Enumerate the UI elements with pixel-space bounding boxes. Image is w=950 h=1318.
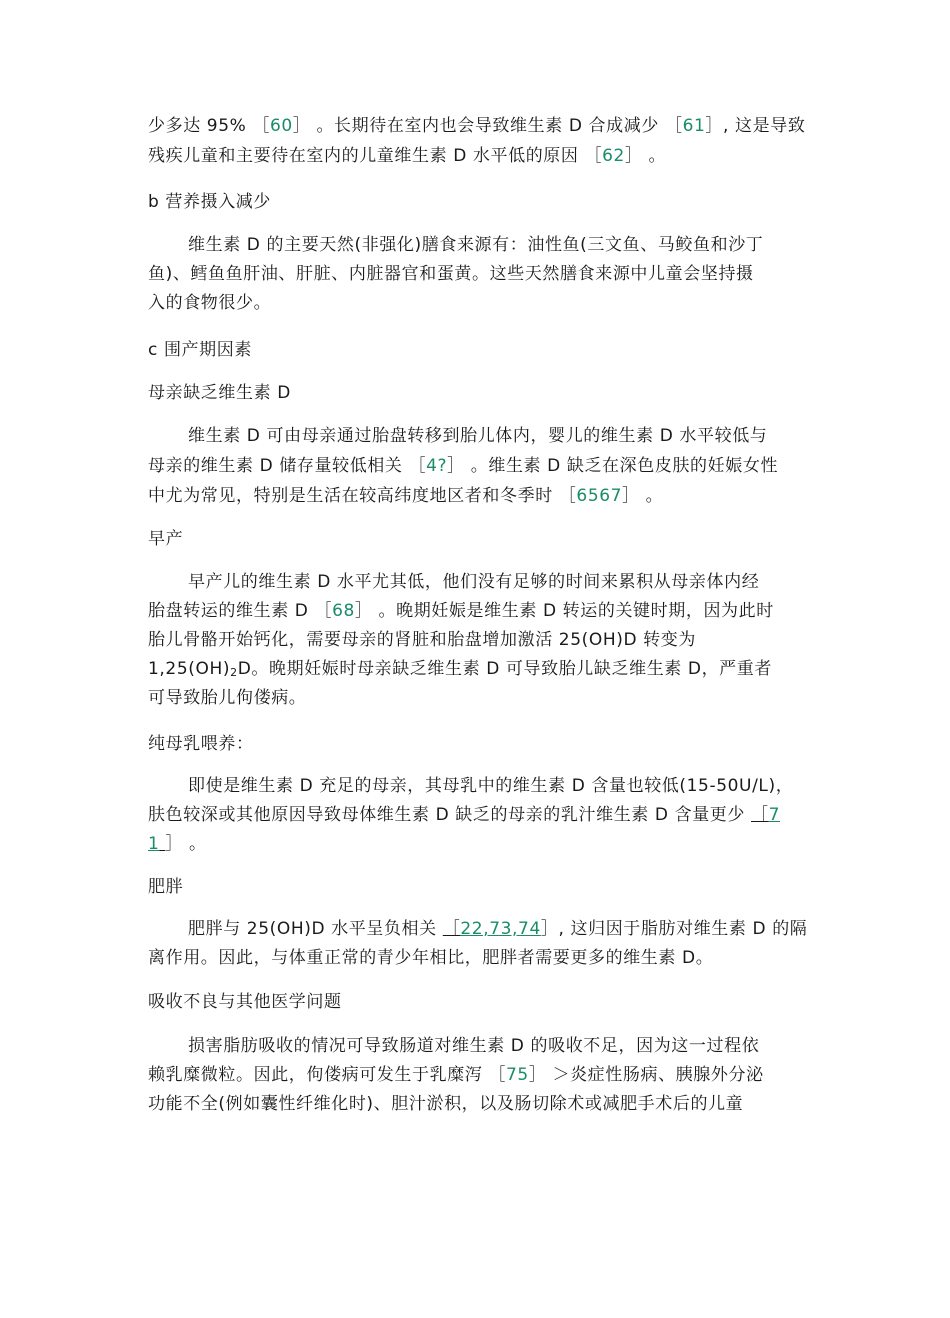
text-span: 维生素 D 的主要天然(非强化)膳食来源有：油性鱼(三文鱼、马鲛鱼和沙丁 xyxy=(188,235,764,255)
text-line xyxy=(148,145,666,167)
text-span: 损害脂肪吸收的情况可导致肠道对维生素 D 的吸收不足，因为这一过程依 xyxy=(188,1036,760,1056)
citation-link[interactable]: 60 xyxy=(270,116,293,136)
citation-link[interactable]: 22,73,74 xyxy=(460,919,541,939)
text-span: ］ 。维生素 D 缺乏在深色皮肤的妊娠女性 xyxy=(447,456,779,476)
subsection-heading xyxy=(148,382,291,404)
text-line xyxy=(188,918,807,940)
text-line xyxy=(148,485,663,507)
text-span: 肥胖与 25(OH)D 水平呈负相关 xyxy=(188,919,443,939)
text-span: ［ xyxy=(751,805,769,825)
citation-link[interactable]: 1 xyxy=(148,834,160,854)
text-span: b 营养摄入减少 xyxy=(148,192,271,212)
text-span: 中尤为常见，特别是生活在较高纬度地区者和冬季时 ［ xyxy=(148,486,577,506)
text-span: ］ 。 xyxy=(165,834,207,854)
text-span: 胎盘转运的维生素 D ［ xyxy=(148,601,333,621)
text-span: 可导致胎儿佝偻病。 xyxy=(148,688,307,708)
text-span: 残疾儿童和主要待在室内的儿童维生素 D 水平低的原因 ［ xyxy=(148,146,603,166)
text-line xyxy=(148,1093,743,1115)
text-span: 纯母乳喂养： xyxy=(148,734,254,754)
text-span: 早产儿的维生素 D 水平尤其低，他们没有足够的时间来累积从母亲体内经 xyxy=(188,572,760,592)
text-span: D。晚期妊娠时母亲缺乏维生素 D 可导致胎儿缺乏维生素 D，严重者 xyxy=(237,659,772,679)
text-line xyxy=(148,629,696,651)
text-span: 维生素 D 可由母亲通过胎盘转移到胎儿体内，婴儿的维生素 D 水平较低与 xyxy=(188,426,768,446)
subscript: 2 xyxy=(230,666,238,679)
text-span: ］ 。长期待在室内也会导致维生素 D 合成减少 ［ xyxy=(292,116,683,136)
text-span: 功能不全(例如囊性纤维化时)、胆汁淤积，以及肠切除术或减肥手术后的儿童 xyxy=(148,1094,744,1114)
text-span: 少多达 95% ［ xyxy=(148,116,270,136)
text-line xyxy=(188,425,767,447)
citation-link[interactable]: 68 xyxy=(332,601,355,621)
citation-link[interactable]: 75 xyxy=(506,1065,529,1085)
citation-link[interactable]: 61 xyxy=(682,116,706,136)
text-span: 吸收不良与其他医学问题 xyxy=(148,992,342,1012)
text-line xyxy=(148,947,713,969)
subsection-heading xyxy=(148,528,183,550)
text-line xyxy=(148,804,780,826)
text-span: 1,25(OH) xyxy=(148,659,231,679)
text-line xyxy=(148,658,772,684)
text-span: 离作用。因此，与体重正常的青少年相比，肥胖者需要更多的维生素 D。 xyxy=(148,948,714,968)
section-heading xyxy=(148,339,252,361)
text-span: 肥胖 xyxy=(148,877,184,897)
subsection-heading xyxy=(148,733,254,755)
text-line xyxy=(188,775,793,797)
text-line xyxy=(148,833,207,855)
text-line xyxy=(188,1035,759,1057)
text-span: 赖乳糜微粒。因此，佝偻病可发生于乳糜泻 ［ xyxy=(148,1065,507,1085)
text-span: ］ 。 xyxy=(622,486,664,506)
text-span: ］, 这是导致 xyxy=(705,116,806,136)
text-span: ［ xyxy=(442,919,461,939)
text-line xyxy=(148,292,271,314)
text-line xyxy=(148,115,805,137)
text-span: ］ 。晚期妊娠是维生素 D 转运的关键时期，因为此时 xyxy=(354,601,774,621)
text-span: c 围产期因素 xyxy=(148,340,252,360)
text-line xyxy=(188,571,759,593)
text-line xyxy=(148,263,754,285)
text-span: 即使是维生素 D 充足的母亲，其母乳中的维生素 D 含量也较低(15-50U/L)， xyxy=(188,776,794,796)
citation-link[interactable]: 6567 xyxy=(576,486,623,506)
text-span: 胎儿骨骼开始钙化，需要母亲的肾脏和胎盘增加激活 25(OH)D 转变为 xyxy=(148,630,696,650)
text-line xyxy=(188,234,763,256)
text-span: 肤色较深或其他原因导致母体维生素 D 缺乏的母亲的乳汁维生素 D 含量更少 xyxy=(148,805,751,825)
text-span: 早产 xyxy=(148,529,184,549)
text-span: ］, 这归因于脂肪对维生素 D 的隔 xyxy=(540,919,808,939)
citation-link[interactable]: 62 xyxy=(602,146,625,166)
subsection-heading xyxy=(148,991,342,1013)
citation-link[interactable]: 7 xyxy=(768,805,781,825)
text-span: ］ ＞炎症性肠病、胰腺外分泌 xyxy=(528,1065,764,1085)
text-span: 鱼)、鳕鱼鱼肝油、肝脏、内脏器官和蛋黄。这些天然膳食来源中儿童会坚持摄 xyxy=(148,264,754,284)
text-span: 入的食物很少。 xyxy=(148,293,272,313)
text-line xyxy=(148,1064,764,1086)
text-line xyxy=(148,455,778,477)
text-span: 母亲的维生素 D 储存量较低相关 ［ xyxy=(148,456,427,476)
text-line xyxy=(148,600,774,622)
citation-link[interactable]: 4? xyxy=(426,456,448,476)
text-span: ］ 。 xyxy=(624,146,667,166)
text-span: 母亲缺乏维生素 D xyxy=(148,383,291,403)
subsection-heading xyxy=(148,876,183,898)
section-heading xyxy=(148,191,271,213)
text-line xyxy=(148,687,306,709)
